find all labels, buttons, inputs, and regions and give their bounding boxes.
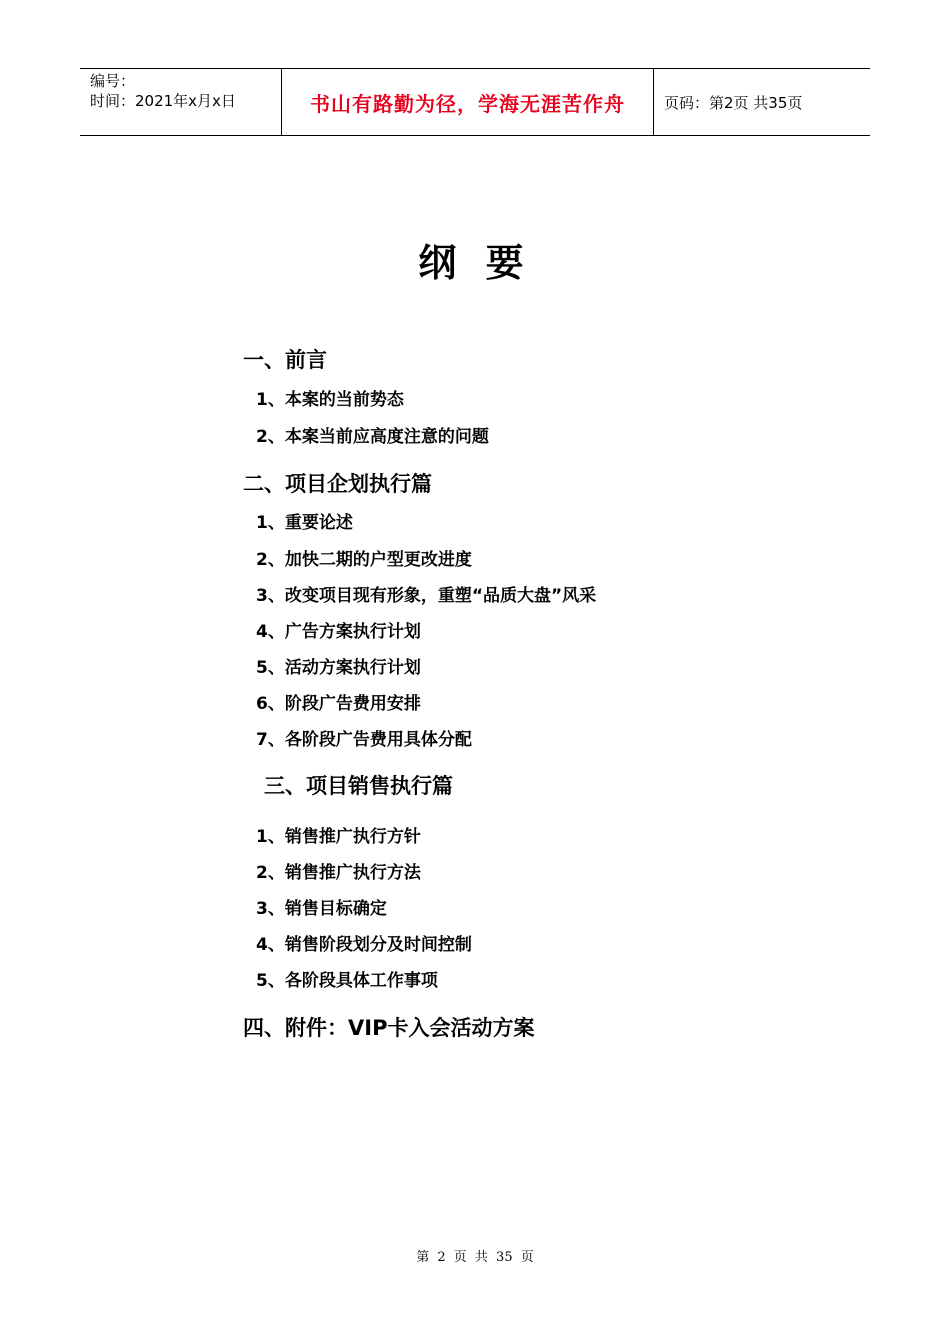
toc-item-2-4: 4、广告方案执行计划 xyxy=(256,622,421,642)
toc-item-3-4: 4、销售阶段划分及时间控制 xyxy=(256,935,472,955)
toc-item-3-1: 1、销售推广执行方针 xyxy=(256,827,421,847)
toc-section-1: 一、前言 xyxy=(243,348,327,372)
number-label: 编号： xyxy=(90,72,136,90)
page-title: 纲 要 xyxy=(418,241,532,285)
header-page-cell xyxy=(654,69,870,135)
toc-item-2-5: 5、活动方案执行计划 xyxy=(256,658,421,678)
toc-section-4: 四、附件：VIP卡入会活动方案 xyxy=(243,1016,535,1040)
toc-item-3-5: 5、各阶段具体工作事项 xyxy=(256,971,438,991)
toc-section-2: 二、项目企划执行篇 xyxy=(243,472,432,496)
page-info: 页码：第2页 共35页 xyxy=(664,93,803,112)
toc-item-1-2: 2、本案当前应高度注意的问题 xyxy=(256,427,489,447)
header-motto-cell xyxy=(281,69,654,135)
header-meta-cell xyxy=(80,69,281,135)
toc-item-2-7: 7、各阶段广告费用具体分配 xyxy=(256,730,472,750)
time-label: 时间：2021年x月x日 xyxy=(90,92,236,110)
toc-item-2-6: 6、阶段广告费用安排 xyxy=(256,694,421,714)
toc-item-3-3: 3、销售目标确定 xyxy=(256,899,387,919)
header-table xyxy=(80,68,870,136)
toc-section-3: 三、项目销售执行篇 xyxy=(264,774,453,798)
toc-item-2-3: 3、改变项目现有形象，重塑“品质大盘”风采 xyxy=(256,586,597,606)
toc-item-1-1: 1、本案的当前势态 xyxy=(256,390,404,410)
toc-item-2-2: 2、加快二期的户型更改进度 xyxy=(256,550,472,570)
motto-text: 书山有路勤为径，学海无涯苦作舟 xyxy=(310,91,625,116)
toc-item-3-2: 2、销售推广执行方法 xyxy=(256,863,421,883)
page-footer: 第 2 页 共 35 页 xyxy=(416,1250,534,1265)
toc-item-2-1: 1、重要论述 xyxy=(256,513,353,533)
